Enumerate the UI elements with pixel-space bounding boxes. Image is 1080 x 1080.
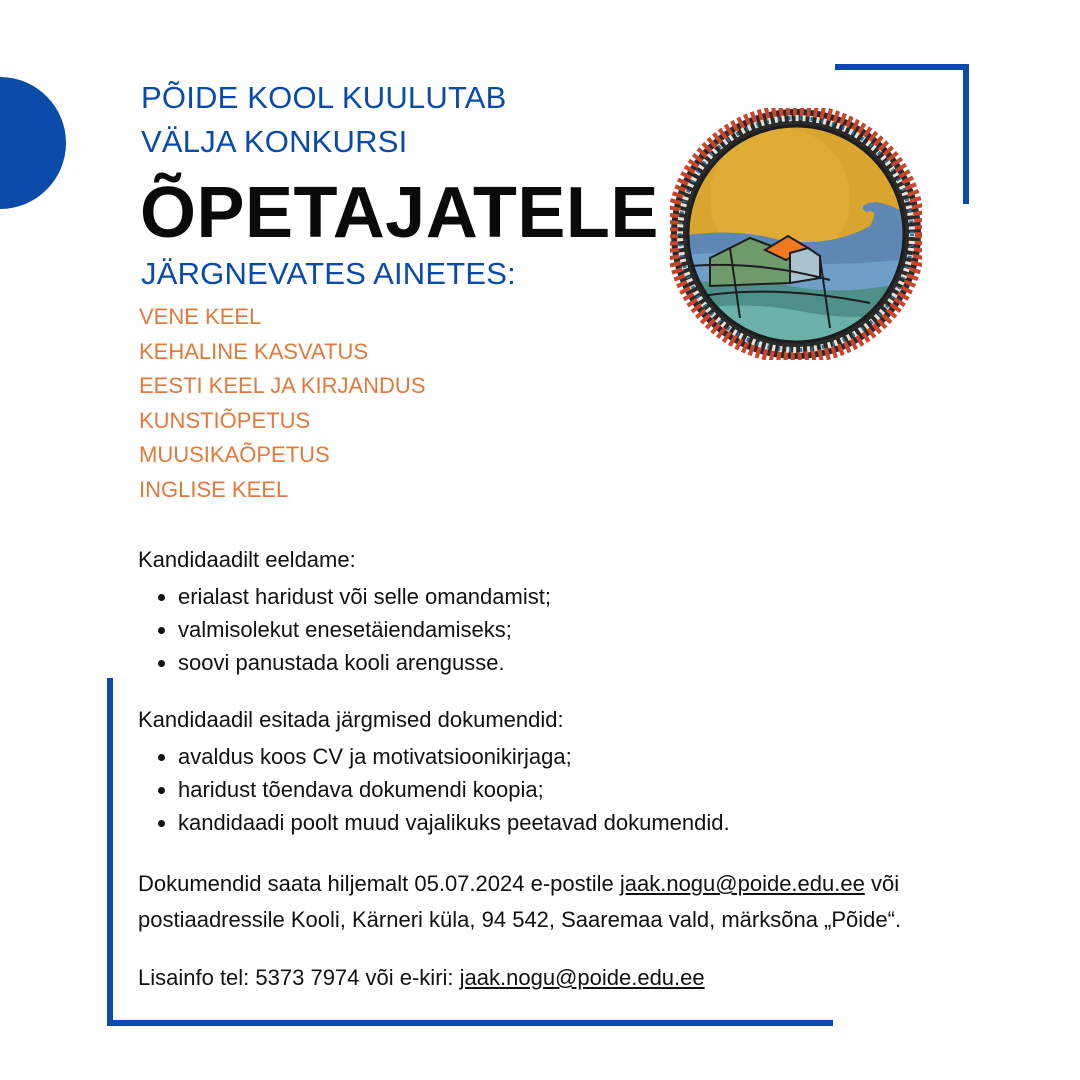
headline-line-1: PÕIDE KOOL KUULUTAB — [141, 80, 507, 115]
requirements-list — [138, 580, 551, 679]
document-item: • avaldus koos CV ja motivatsioonikirjaga; — [178, 740, 730, 773]
subjects-heading: JÄRGNEVATES AINETES: — [141, 256, 516, 291]
subjects-list — [139, 303, 426, 511]
submission-paragraph — [138, 866, 998, 938]
submission-text: Dokumendid saata hiljemalt 05.07.2024 e-postile — [138, 871, 620, 896]
requirements-section — [138, 546, 551, 679]
documents-heading: Kandidaadil esitada järgmised dokumendid: — [138, 707, 564, 732]
page-title: ÕPETAJATELE — [140, 173, 659, 253]
contact-text: Lisainfo tel: 5373 7974 või e-kiri: — [138, 965, 460, 990]
subject-item: KUNSTIÕPETUS — [139, 407, 311, 433]
school-emblem-icon — [670, 108, 922, 360]
subject-item: EESTI KEEL JA KIRJANDUS — [139, 373, 426, 399]
requirement-item: • erialast haridust või selle omandamist; — [178, 580, 551, 613]
subject-item: INGLISE KEEL — [139, 476, 289, 502]
contact-email-link[interactable]: jaak.nogu@poide.edu.ee — [459, 965, 705, 990]
document-item: • kandidaadi poolt muud vajalikuks peetavad dokumendid. — [178, 806, 730, 839]
documents-list — [138, 740, 730, 839]
subject-item: MUUSIKAÕPETUS — [139, 442, 330, 468]
documents-section — [138, 706, 730, 839]
requirements-heading: Kandidaadilt eeldame: — [138, 547, 356, 572]
headline-line-2: VÄLJA KONKURSI — [141, 124, 408, 159]
subject-item: VENE KEEL — [139, 304, 262, 329]
submission-address: või postiaadressile Kooli, Kärneri küla, 94 542, Saaremaa vald, märksõna „Põide“. — [138, 871, 902, 932]
decorative-semicircle — [0, 77, 66, 209]
requirement-item: • soovi panustada kooli arengusse. — [178, 646, 551, 679]
email-link[interactable]: jaak.nogu@poide.edu.ee — [619, 871, 865, 896]
requirement-item: • valmisolekut enesetäiendamiseks; — [178, 613, 551, 646]
document-item: • haridust tõendava dokumendi koopia; — [178, 773, 730, 806]
contact-paragraph — [138, 960, 998, 996]
subject-item: KEHALINE KASVATUS — [139, 338, 369, 364]
